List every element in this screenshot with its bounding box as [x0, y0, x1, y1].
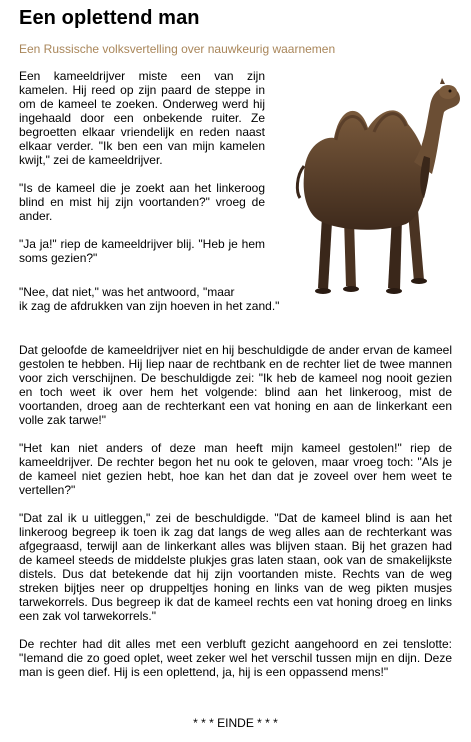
paragraph: "Ja ja!" riep de kameeldrijver blij. "Heb je hem soms gezien?": [19, 237, 265, 265]
paragraph: Een kameeldrijver miste een van zijn kamelen. Hij reed op zijn paard de steppe in om de kameel te zoeken. Onderweg werd hij ingehaald door een onbekende ruiter. Ze begroetten elkaar vriendelijk en reden naast elkaar verder. "Ik ben een van mijn kamelen kwijt," zei de kameeldrijver.: [19, 69, 265, 167]
paragraph: "Het kan niet anders of deze man heeft mijn kameel gestolen!" riep de kameeldrijver. De rechter begon het nu ook te geloven, maar vroeg toch: "Als je de kameel niet gezien hebt, hoe kan het dan dat je zoveel over hem weet te vertellen?": [19, 441, 452, 497]
paragraph: "Dat zal ik u uitleggen," zei de beschuldigde. "Dat de kameel blind is aan het linkeroog begreep ik toen ik zag dat langs de weg alles aan de rechterkant was afgegraasd, terwijl aan de linkerkant alles was blijven staan. Bij het grazen had de kameel steeds de middelste plukjes gras laten staan, ook van de smakelijkste distels. Dus dat betekende dat hij zijn voortanden miste. Rechts van de weg streken bijtjes neer op druppeltjes honing en links van de weg pikten musjes tarwekorrels. Dus begreep ik dat de kameel rechts een vat honing droeg en links een zak vol tarwekorrels.": [19, 511, 452, 623]
paragraph: De rechter had dit alles met een verbluft gezicht aangehoord en zei tenslotte: "Iemand die zo goed oplet, weet zeker wel het verschil tussen mijn en dijn. Deze man is geen dief. Hij is een oplettend, ja, hij is een oppassend mens!": [19, 637, 452, 679]
intro-text-block: [19, 69, 265, 279]
page-title: Een oplettend man: [19, 7, 200, 29]
paragraph: Dat geloofde de kameeldrijver niet en hij beschuldigde de ander ervan de kameel gestolen te hebben. Hij liep naar de rechtbank en de rechter liet de twee mannen voor zich verschijnen. De beschuldigde zei: "Ik heb de kameel nog nooit gezien en toch weet ik over hem het volgende: blind aan het linkeroog, mist de voortanden, droeg aan de rechterkant een vat honing en aan de linkerkant een volle zak tarwe!": [19, 343, 452, 427]
reply-line: "Nee, dat niet," was het antwoord, "maar: [19, 285, 235, 299]
reply-line: ik zag de afdrukken van zijn hoeven in het zand.": [19, 299, 280, 313]
end-mark: * * * EINDE * * *: [193, 716, 278, 730]
camel-icon: [274, 66, 464, 306]
page-subtitle: Een Russische volksvertelling over nauwkeurig waarnemen: [19, 42, 336, 56]
reply-paragraph: [19, 285, 452, 313]
paragraph: "Is de kameel die je zoekt aan het linkeroog blind en mist hij zijn voortanden?" vroeg de ander.: [19, 181, 265, 223]
story-text-block: [19, 343, 452, 693]
camel-image: [274, 66, 464, 306]
